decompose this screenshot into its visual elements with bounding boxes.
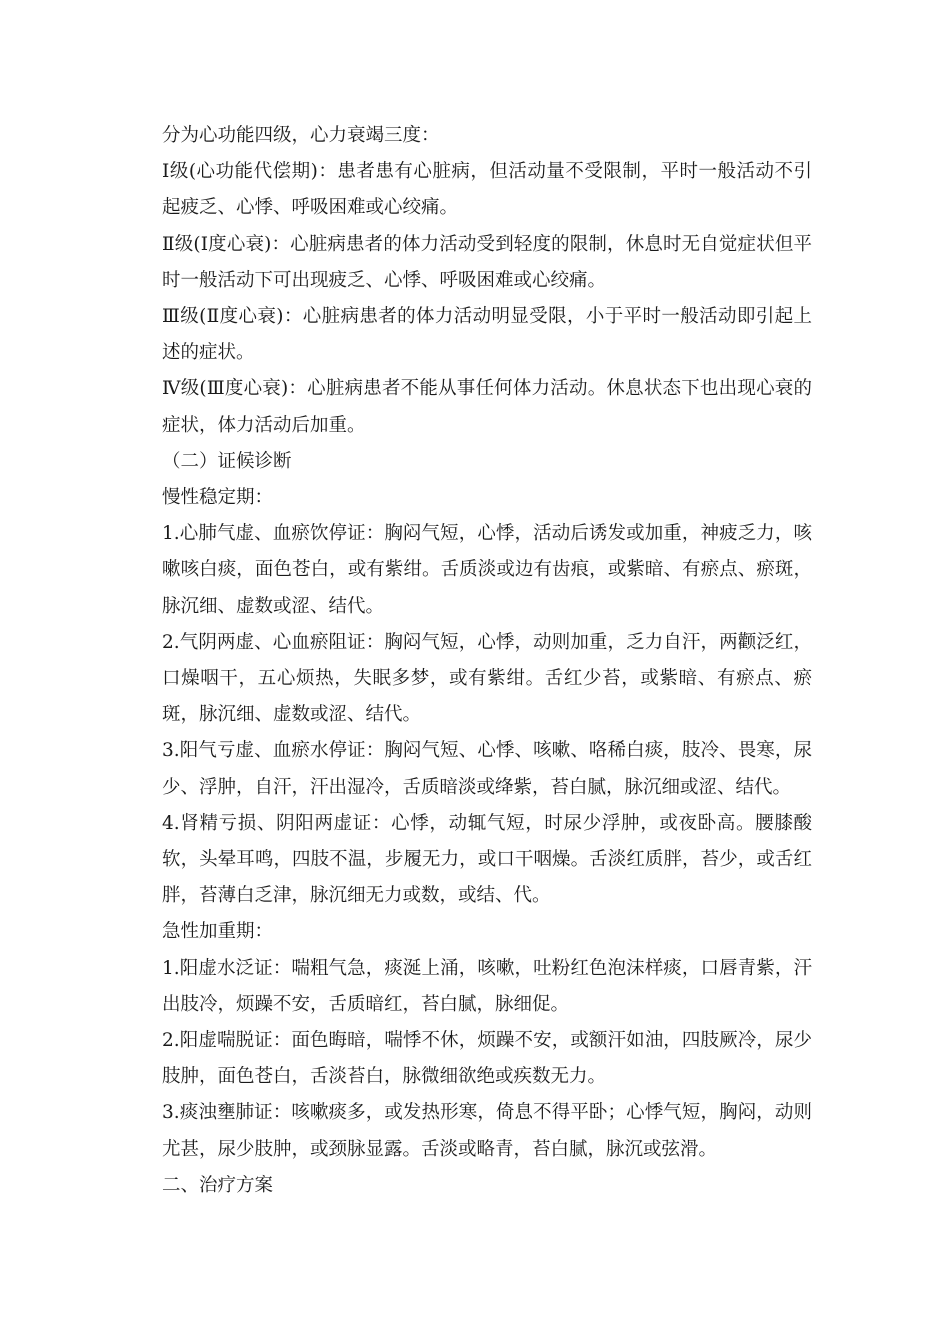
subheading-acute-exacerbation: 急性加重期：: [162, 921, 274, 943]
chronic-item-2: 2.气阴两虚、心血瘀阻证：胸闷气短，心悸，动则加重，乏力自汗，两颧泛红，口燥咽干，五心烦热，失眠多梦，或有紫绀。舌红少苔，或紫暗、有瘀点、瘀斑，脉沉细、虚数或涩、结代。: [162, 631, 812, 726]
document-page: [162, 118, 812, 1204]
grade-4-paragraph: Ⅳ级(Ⅲ度心衰)：心脏病患者不能从事任何体力活动。休息状态下也出现心衰的症状，体力活动后加重。: [162, 378, 812, 436]
subheading-chronic-stable: 慢性稳定期：: [162, 487, 274, 509]
section-heading-syndrome-diagnosis: （二）证候诊断: [162, 450, 292, 472]
chronic-item-3: 3.阳气亏虚、血瘀水停证：胸闷气短、心悸、咳嗽、咯稀白痰，肢冷、畏寒，尿少、浮肿，自汗，汗出湿冷，舌质暗淡或绛紫，苔白腻，脉沉细或涩、结代。: [162, 740, 812, 798]
grade-3-paragraph: Ⅲ级(Ⅱ度心衰)：心脏病患者的体力活动明显受限，小于平时一般活动即引起上述的症状。: [162, 306, 812, 364]
section-heading-treatment-plan: 二、治疗方案: [162, 1174, 274, 1196]
acute-item-2: 2.阳虚喘脱证：面色晦暗，喘悸不休，烦躁不安，或额汗如油，四肢厥冷，尿少肢肿，面色苍白，舌淡苔白，脉微细欲绝或疾数无力。: [162, 1030, 812, 1088]
acute-item-1: 1.阳虚水泛证：喘粗气急，痰涎上涌，咳嗽，吐粉红色泡沫样痰，口唇青紫，汗出肢冷，烦躁不安，舌质暗红，苔白腻，脉细促。: [162, 957, 812, 1015]
intro-line: 分为心功能四级，心力衰竭三度：: [162, 125, 440, 146]
grade-1-paragraph: Ⅰ级(心功能代偿期)：患者患有心脏病，但活动量不受限制，平时一般活动不引起疲乏、心悸、呼吸困难或心绞痛。: [162, 161, 812, 219]
grade-2-paragraph: Ⅱ级(Ⅰ度心衰)：心脏病患者的体力活动受到轻度的限制，休息时无自觉症状但平时一般活动下可出现疲乏、心悸、呼吸困难或心绞痛。: [162, 233, 812, 291]
chronic-item-1: 1.心肺气虚、血瘀饮停证：胸闷气短，心悸，活动后诱发或加重，神疲乏力，咳嗽咳白痰，面色苍白，或有紫绀。舌质淡或边有齿痕，或紫暗、有瘀点、瘀斑，脉沉细、虚数或涩、结代。: [162, 523, 812, 617]
acute-item-3: 3.痰浊壅肺证：咳嗽痰多，或发热形寒，倚息不得平卧；心悸气短，胸闷，动则尤甚，尿少肢肿，或颈脉显露。舌淡或略青，苔白腻，脉沉或弦滑。: [162, 1102, 812, 1160]
chronic-item-4: 4.肾精亏损、阴阳两虚证：心悸，动辄气短，时尿少浮肿，或夜卧高。腰膝酸软，头晕耳鸣，四肢不温，步履无力，或口干咽燥。舌淡红质胖，苔少，或舌红胖，苔薄白乏津，脉沉细无力或数，或结、代。: [162, 812, 812, 907]
